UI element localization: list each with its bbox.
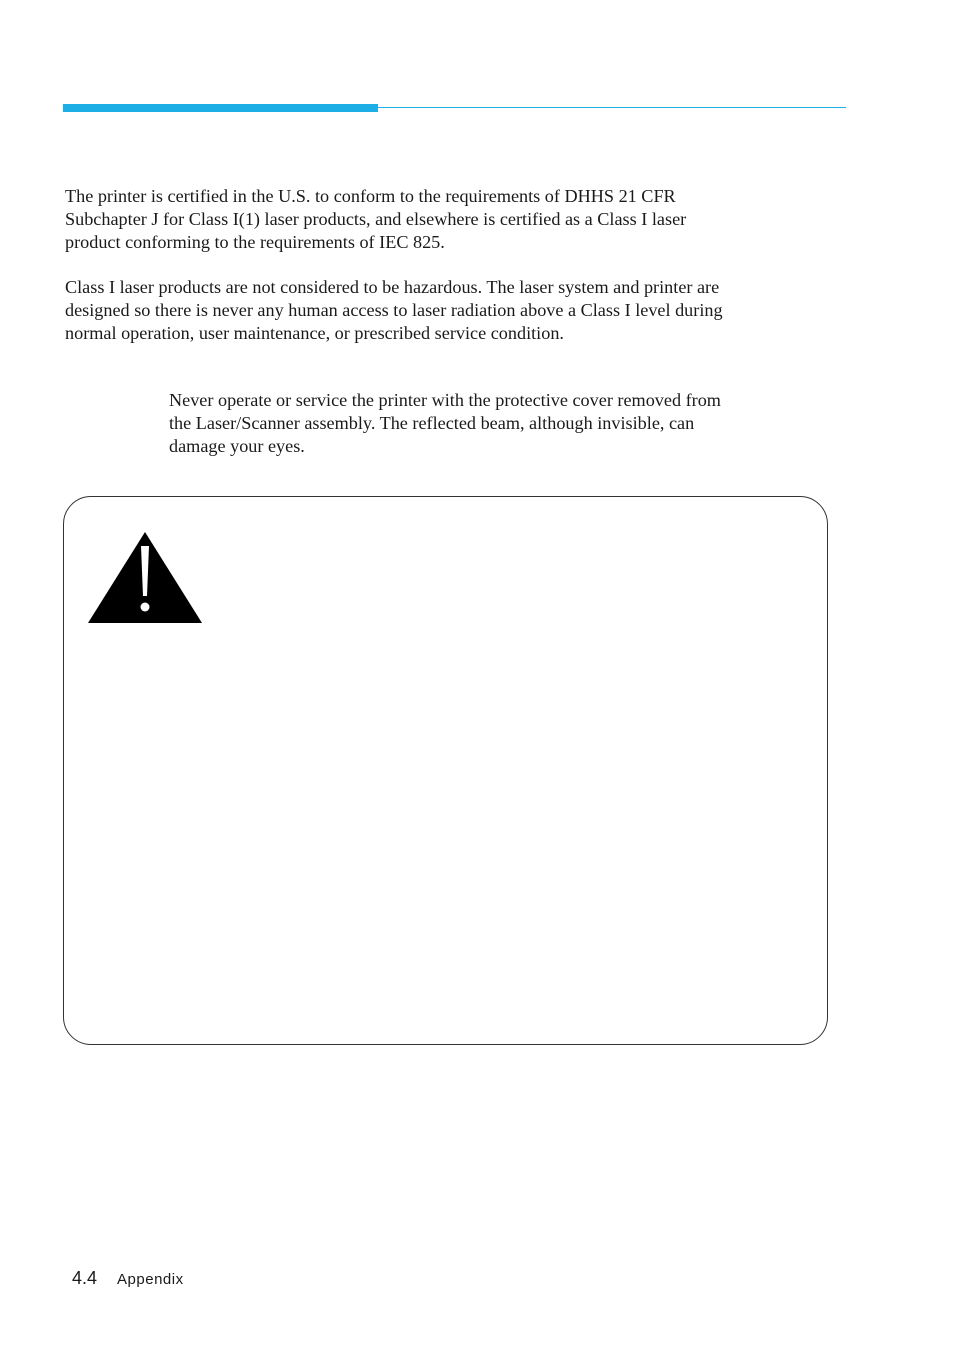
header-rule-thick: [63, 104, 378, 112]
warning-paragraph: Never operate or service the printer with the protective cover removed from the Laser/Scanner assembly. The reflected beam, although invisible, can damage your eyes.: [169, 390, 721, 456]
page-footer: [72, 1268, 184, 1294]
header-rule-thin: [378, 107, 846, 108]
class-one-paragraph: Class I laser products are not considered to be hazardous. The laser system and printer are designed so there is never any human access to laser radiation above a Class I level during normal operation, user maintenance, or prescribed service condition.: [65, 277, 723, 343]
warning-triangle-icon: [88, 532, 202, 623]
section-name: Appendix: [117, 1271, 184, 1288]
page-number: 4.4: [72, 1268, 98, 1288]
certification-paragraph: The printer is certified in the U.S. to conform to the requirements of DHHS 21 CFR Subchapter J for Class I(1) laser products, and elsewhere is certified as a Class I laser product conforming to the requirements of IEC 825.: [65, 186, 687, 252]
